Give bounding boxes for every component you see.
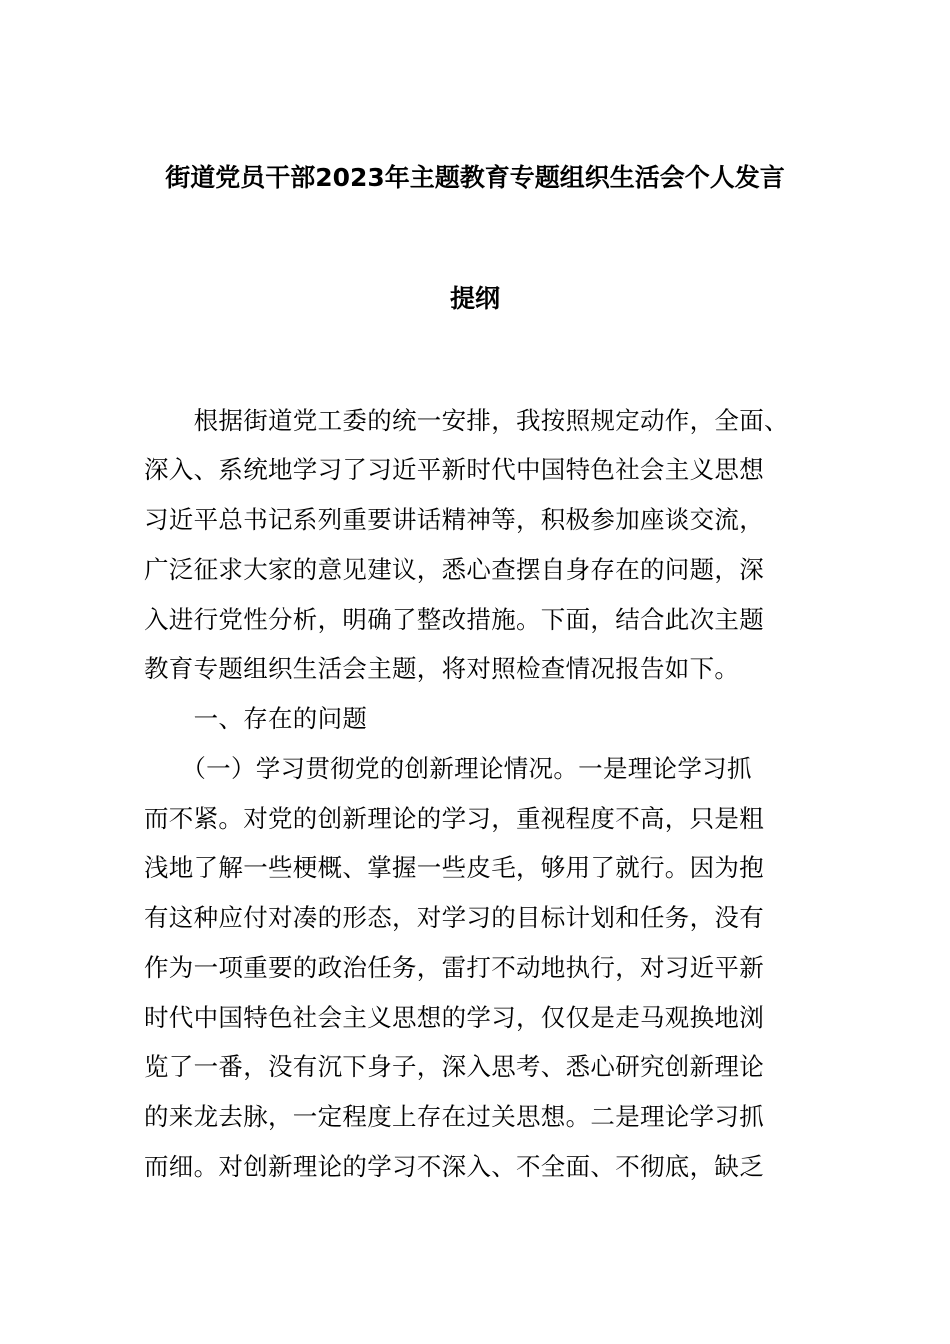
- body-line: 的来龙去脉，一定程度上存在过关思想。二是理论学习抓: [144, 1102, 764, 1131]
- section-heading: 一、存在的问题: [144, 704, 368, 733]
- body-line: 根据街道党工委的统一安排，我按照规定动作，全面、: [144, 406, 789, 435]
- body-line: 而不紧。对党的创新理论的学习，重视程度不高，只是粗: [144, 804, 764, 833]
- body-line: 浅地了解一些梗概、掌握一些皮毛，够用了就行。因为抱: [144, 853, 764, 882]
- body-line: （一）学习贯彻党的创新理论情况。一是理论学习抓: [144, 754, 752, 783]
- body-line: 入进行党性分析，明确了整改措施。下面，结合此次主题: [144, 605, 764, 634]
- body-line: 广泛征求大家的意见建议，悉心查摆自身存在的问题，深: [144, 555, 764, 584]
- body-line: 览了一番，没有沉下身子，深入思考、悉心研究创新理论: [144, 1052, 764, 1081]
- document-title-line-1: 街道党员干部2023年主题教育专题组织生活会个人发言: [165, 163, 785, 192]
- body-line: 教育专题组织生活会主题，将对照检查情况报告如下。: [144, 654, 740, 683]
- body-line: 习近平总书记系列重要讲话精神等，积极参加座谈交流，: [144, 505, 764, 534]
- document-title-line-2: 提纲: [449, 284, 500, 313]
- body-line: 时代中国特色社会主义思想的学习，仅仅是走马观换地浏: [144, 1003, 764, 1032]
- body-line: 深入、系统地学习了习近平新时代中国特色社会主义思想: [144, 455, 764, 484]
- body-line: 有这种应付对凑的形态，对学习的目标计划和任务，没有: [144, 903, 764, 932]
- body-line: 作为一项重要的政治任务，雷打不动地执行，对习近平新: [144, 953, 764, 982]
- body-line: 而细。对创新理论的学习不深入、不全面、不彻底，缺乏: [144, 1152, 764, 1181]
